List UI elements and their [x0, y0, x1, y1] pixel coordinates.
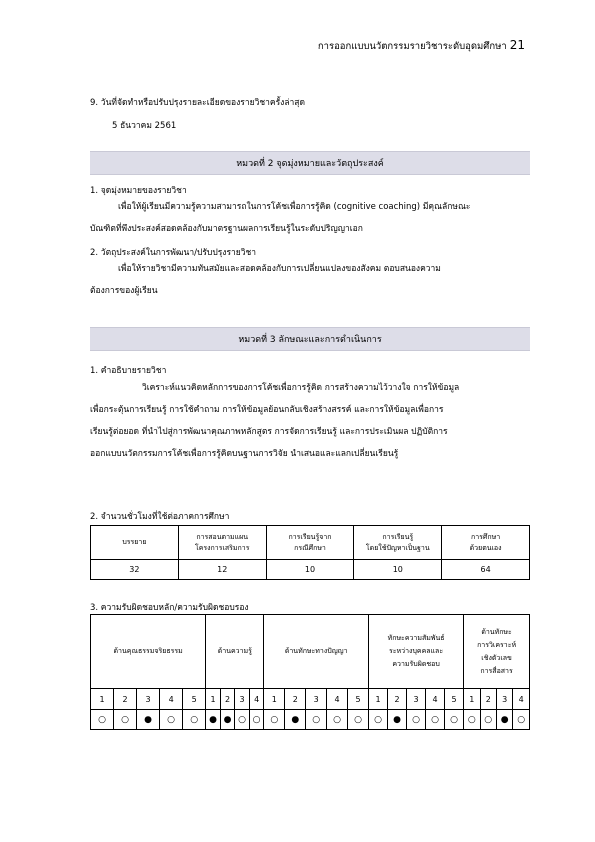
lo-responsibility-mark: ○ [513, 710, 530, 730]
objective-paragraph [90, 258, 530, 302]
lo-subitem-number: 1 [206, 689, 221, 710]
lo-group-header-text: ด้านความรู้ [217, 647, 252, 655]
hours-value-cell: 10 [354, 560, 442, 580]
lo-group-header [91, 615, 206, 689]
objective-line: ต้องการของผู้เรียน [90, 286, 158, 296]
lo-responsibility-mark: ○ [264, 710, 285, 730]
lo-subitem-number: 4 [160, 689, 183, 710]
hours-value-cell: 64 [442, 560, 530, 580]
lo-group-header-text: ระหว่างบุคคลและ [389, 647, 444, 655]
lo-group-header [369, 615, 464, 689]
item9-date: 5 ธันวาคม 2561 [112, 121, 177, 131]
lo-subitem-number: 2 [285, 689, 306, 710]
lo-responsibility-mark: ○ [348, 710, 369, 730]
lo-group-header-text: ด้านคุณธรรมจริยธรรม [113, 647, 183, 655]
running-title: การออกแบบนวัตกรรมรายวิชาระดับอุดมศึกษา [317, 41, 507, 52]
section2-title: หมวดที่ 2 จุดมุ่งหมายและวัตถุประสงค์ [236, 159, 384, 169]
hours-header-text: การเรียนรู้จาก [288, 532, 332, 541]
lo-responsibility-mark: ○ [480, 710, 496, 730]
aim-heading: 1. จุดมุ่งหมายของรายวิชา [90, 186, 187, 196]
lo-responsibility-mark: ○ [464, 710, 480, 730]
learning-outcomes-table [90, 614, 530, 730]
lo-responsibility-mark: ● [285, 710, 306, 730]
lo-responsibility-mark: ○ [426, 710, 445, 730]
lo-heading: 3. ความรับผิดชอบหลัก/ความรับผิดชอบรอง [90, 603, 249, 613]
hours-header-text: การเรียนรู้ [382, 532, 414, 541]
lo-responsibility-mark: ● [206, 710, 221, 730]
lo-subitem-number: 1 [91, 689, 114, 710]
lo-subitem-number: 1 [369, 689, 388, 710]
lo-responsibility-mark: ○ [369, 710, 388, 730]
hours-header-text: การสอนตามแผน [196, 532, 249, 541]
lo-group-header-text: การสื่อสาร [480, 666, 513, 675]
lo-responsibility-mark: ○ [235, 710, 250, 730]
lo-group-header-text: ความรับผิดชอบ [392, 660, 440, 668]
hours-header-text: โดยใช้ปัญหาเป็นฐาน [365, 543, 430, 552]
page-header [318, 38, 525, 54]
lo-group-header-text: ด้านทักษะ [481, 627, 512, 636]
lo-group-header [464, 615, 530, 689]
lo-responsibility-mark: ○ [407, 710, 426, 730]
lo-subitem-number: 1 [264, 689, 285, 710]
lo-subitem-number: 3 [496, 689, 512, 710]
lo-responsibility-mark: ○ [114, 710, 137, 730]
section2-band [90, 151, 530, 175]
hours-value-cell: 32 [91, 560, 179, 580]
hours-header-text: บรรยาย [122, 538, 147, 546]
lo-subitem-number: 2 [220, 689, 235, 710]
description-paragraph [90, 377, 530, 465]
hours-header-text: โครงการเสริมการ [194, 543, 250, 552]
lo-subitem-number: 2 [480, 689, 496, 710]
section3-title: หมวดที่ 3 ลักษณะและการดำเนินการ [238, 335, 382, 345]
hours-header-cell [354, 526, 442, 560]
lo-mark-row [91, 710, 530, 730]
description-line: วิเคราะห์แนวคิดหลักการของการโค้ชเพื่อการรู้คิด การสร้างความไว้วางใจ การให้ข้อมูล [142, 383, 460, 393]
hours-value-cell: 12 [178, 560, 266, 580]
lo-responsibility-mark: ○ [306, 710, 327, 730]
hours-header-cell [442, 526, 530, 560]
lo-group-header-text: การวิเคราะห์ [477, 640, 517, 649]
lo-responsibility-mark: ● [137, 710, 160, 730]
lo-subitem-number: 4 [249, 689, 264, 710]
lo-subitem-number: 5 [445, 689, 464, 710]
hours-value-cell: 10 [266, 560, 354, 580]
lo-subitem-number: 4 [327, 689, 348, 710]
lo-responsibility-mark: ○ [445, 710, 464, 730]
lo-subitem-number: 2 [114, 689, 137, 710]
lo-responsibility-mark: ○ [183, 710, 206, 730]
lo-group-header [206, 615, 264, 689]
lo-subitem-number: 3 [235, 689, 250, 710]
objective-line: เพื่อให้รายวิชามีความทันสมัยและสอดคล้องกับการเปลี่ยนแปลงของสังคม ตอบสนองความ [118, 264, 441, 274]
lo-responsibility-mark: ○ [327, 710, 348, 730]
hours-header-cell [178, 526, 266, 560]
lo-subitem-number: 3 [137, 689, 160, 710]
lo-group-header-text: เชิงตัวเลข [481, 653, 512, 662]
lo-group-header-text: ด้านทักษะทางปัญญา [284, 647, 348, 655]
lo-subitem-number: 5 [348, 689, 369, 710]
lo-responsibility-mark: ○ [160, 710, 183, 730]
lo-group-header-text: ทักษะความสัมพันธ์ [387, 634, 445, 642]
description-line: เรียนรู้ต่อยอด ที่นำไปสู่การพัฒนาคุณภาพหลักสูตร การจัดการเรียนรู้ และการประเมินผล ปฏิบัติการ [90, 427, 448, 437]
lo-responsibility-mark: ○ [91, 710, 114, 730]
lo-subitem-number: 2 [388, 689, 407, 710]
description-heading: 1. คำอธิบายรายวิชา [90, 366, 167, 376]
lo-group-header [264, 615, 369, 689]
hours-header-cell [91, 526, 179, 560]
hours-header-text: ด้วยตนเอง [469, 543, 502, 552]
lo-subitem-number: 4 [513, 689, 530, 710]
lo-responsibility-mark: ● [496, 710, 512, 730]
lo-subitem-number: 5 [183, 689, 206, 710]
item9-label: 9. วันที่จัดทำหรือปรับปรุงรายละเอียดของรายวิชาครั้งล่าสุด [90, 98, 306, 108]
lo-responsibility-mark: ● [388, 710, 407, 730]
aim-paragraph [90, 196, 530, 240]
page-number: 21 [509, 38, 525, 52]
lo-number-row [91, 689, 530, 710]
hours-header-text: การศึกษา [471, 532, 501, 541]
aim-line: บัณฑิตที่พึงประสงค์สอดคล้องกับมาตรฐานผลการเรียนรู้ในระดับปริญญาเอก [90, 224, 363, 234]
section3-band [90, 327, 530, 351]
lo-responsibility-mark: ● [220, 710, 235, 730]
hours-header-cell [266, 526, 354, 560]
hours-header-text: กรณีศึกษา [294, 543, 326, 552]
lo-responsibility-mark: ○ [249, 710, 264, 730]
description-line: เพื่อกระตุ้นการเรียนรู้ การใช้คำถาม การให้ข้อมูลย้อนกลับเชิงสร้างสรรค์ และการให้ข้อมูลเพื่อการ [90, 405, 444, 415]
lo-subitem-number: 4 [426, 689, 445, 710]
aim-line: เพื่อให้ผู้เรียนมีความรู้ความสามารถในการโค้ชเพื่อการรู้คิด (cognitive coaching) มีคุณลักษณะ [118, 202, 471, 212]
lo-subitem-number: 3 [306, 689, 327, 710]
description-line: ออกแบบนวัตกรรมการโค้ชเพื่อการรู้คิดบนฐานการวิจัย นำเสนอและแลกเปลี่ยนเรียนรู้ [90, 449, 399, 459]
objective-heading: 2. วัตถุประสงค์ในการพัฒนา/ปรับปรุงรายวิชา [90, 248, 257, 258]
lo-header-row [91, 615, 530, 689]
lo-subitem-number: 1 [464, 689, 480, 710]
lo-subitem-number: 3 [407, 689, 426, 710]
hours-table [90, 525, 530, 580]
hours-heading: 2. จำนวนชั่วโมงที่ใช้ต่อภาคการศึกษา [90, 512, 230, 522]
